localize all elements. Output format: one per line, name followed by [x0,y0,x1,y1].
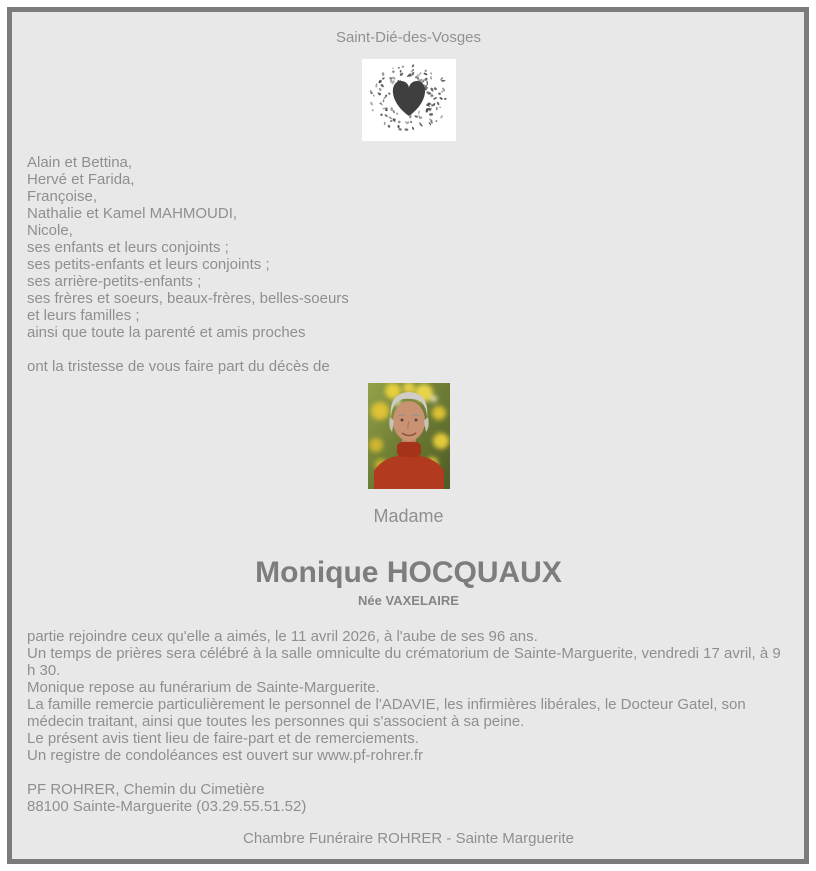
details-paragraphs [27,628,790,764]
maiden-name: Née VAXELAIRE [358,593,459,608]
detail-line: partie rejoindre ceux qu'elle a aimés, le 11 avril 2026, à l'aube de ses 96 ans. [27,628,538,645]
family-list [27,154,790,341]
intro-line: ont la tristesse de vous faire part du décès de [27,358,330,375]
deceased-title: Madame [373,506,444,526]
city-name: Saint-Dié-des-Vosges [335,29,482,46]
family-line: ses arrière-petits-enfants ; [27,273,202,290]
family-line: ses enfants et leurs conjoints ; [27,239,229,256]
deceased-name: Monique HOCQUAUX [255,556,562,589]
heart-icon [362,59,456,141]
detail-line: Le présent avis tient lieu de faire-part et de remerciements. [27,730,419,747]
family-line: Nicole, [27,222,73,239]
family-line: ses frères et soeurs, beaux-frères, belles-soeurs [27,290,349,307]
family-line: Hervé et Farida, [27,171,135,188]
heart-ornament-image [362,59,456,141]
contact-line: PF ROHRER, Chemin du Cimetière [27,781,265,798]
family-line: Nathalie et Kamel MAHMOUDI, [27,205,238,222]
family-line: Françoise, [27,188,98,205]
announcement-content [12,12,804,847]
family-line: ainsi que toute la parenté et amis proches [27,324,306,341]
detail-line: Un temps de prières sera célébré à la salle omniculte du crématorium de Sainte-Marguerite, vendredi 17 avril, à 9 h 30. [27,645,781,679]
detail-line: Monique repose au funérarium de Sainte-Marguerite. [27,679,380,696]
family-line: et leurs familles ; [27,307,140,324]
family-line: Alain et Bettina, [27,154,133,171]
portrait-photo [368,383,450,489]
contact-block [27,781,790,815]
contact-line: 88100 Sainte-Marguerite (03.29.55.51.52) [27,798,307,815]
announcement-panel [7,7,809,864]
detail-line: La famille remercie particulièrement le personnel de l'ADAVIE, les infirmières libérales, le Docteur Gatel, son médecin traitant, ainsi que toutes les personnes qui s'associent à sa peine. [27,696,746,730]
detail-line: Un registre de condoléances est ouvert sur www.pf-rohrer.fr [27,747,424,764]
footer-text: Chambre Funéraire ROHRER - Sainte Marguerite [243,830,574,847]
family-line: ses petits-enfants et leurs conjoints ; [27,256,270,273]
